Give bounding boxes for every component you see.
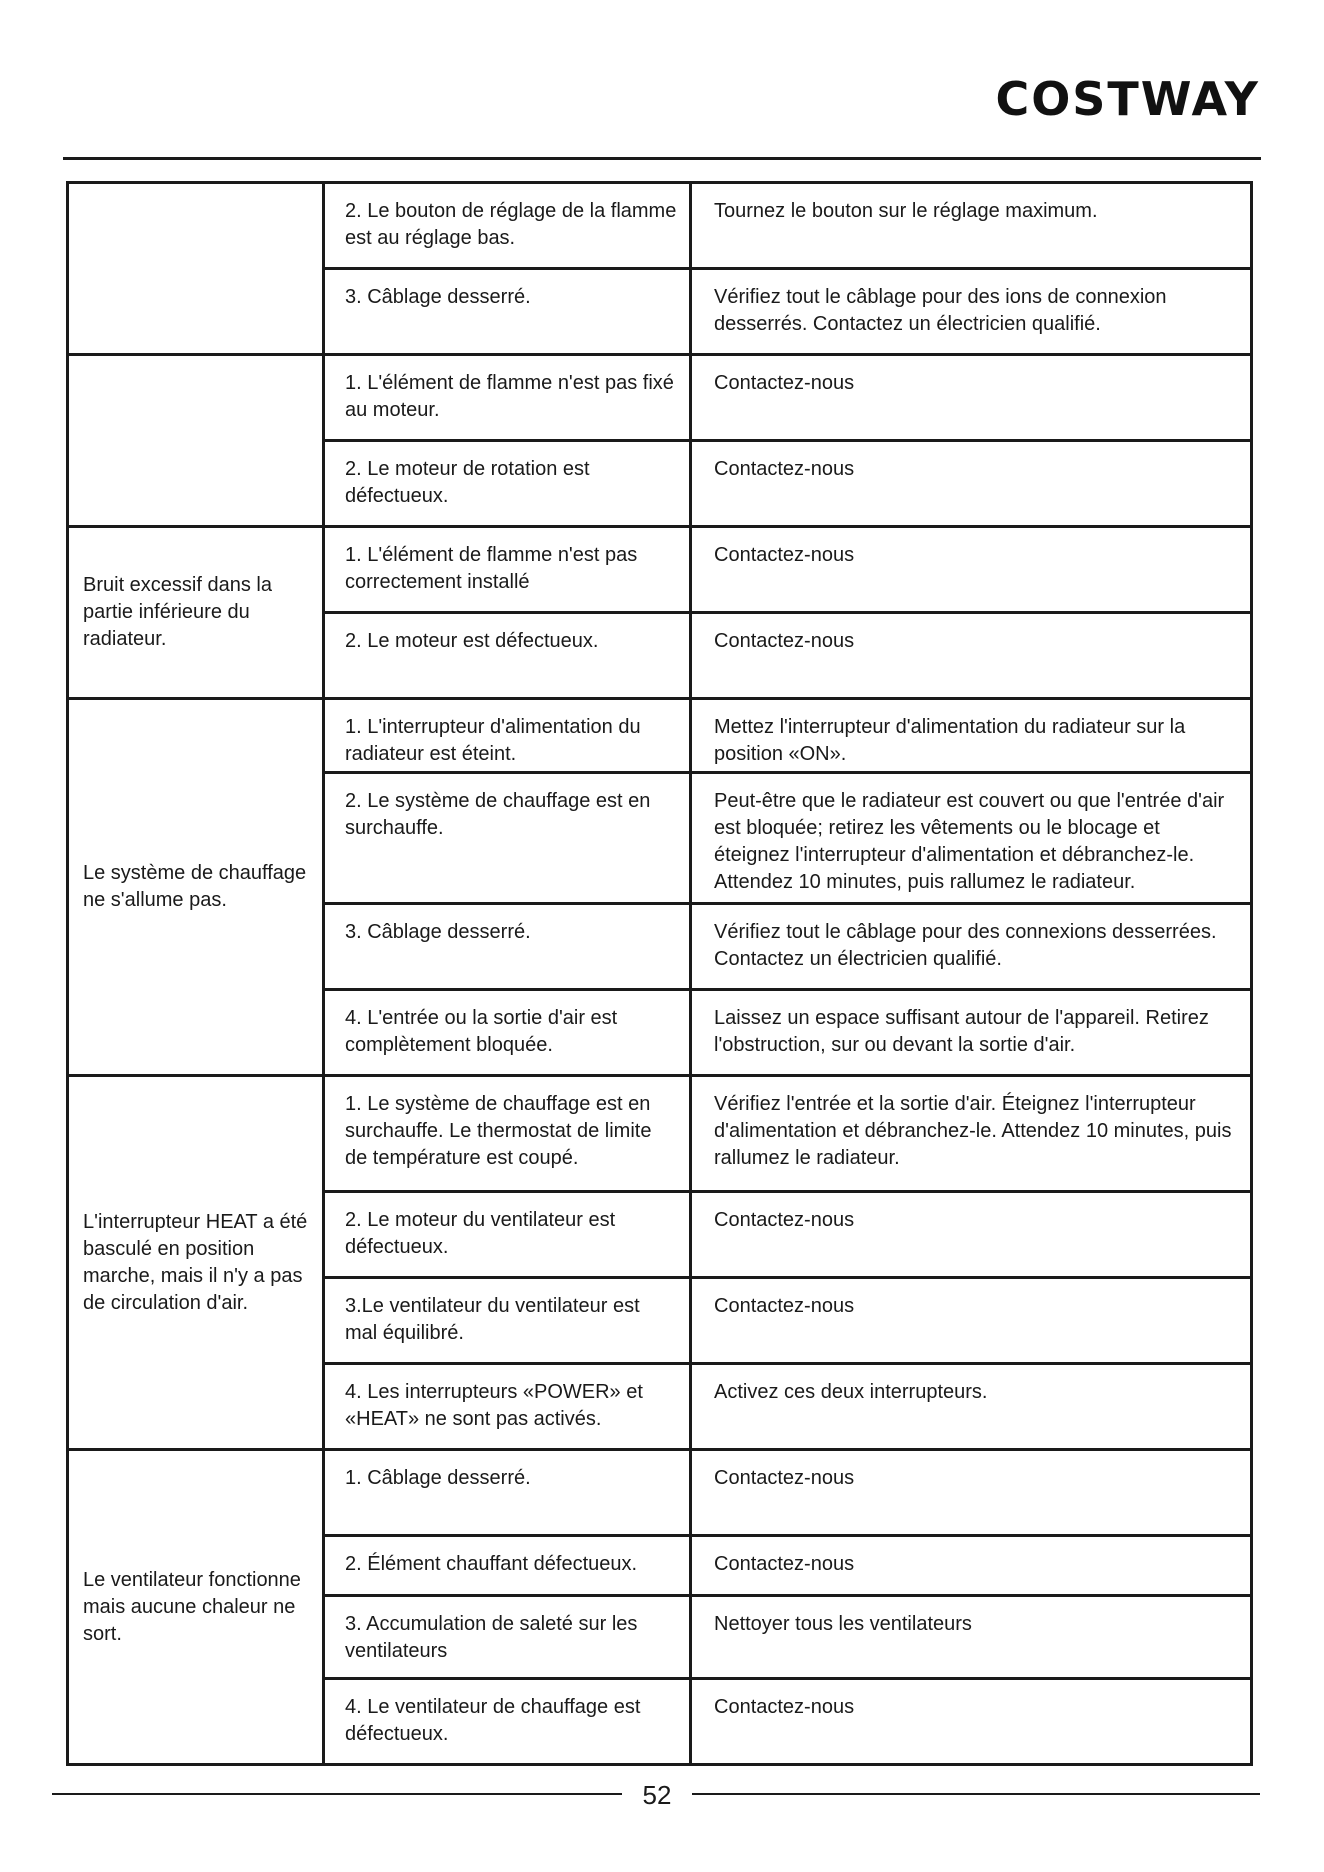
problem-cell: L'interrupteur HEAT a été basculé en position marche, mais il n'y a pas de circulation d'air. (68, 1076, 324, 1450)
solution-cell: Contactez-nous (691, 1450, 1252, 1536)
solution-cell: Tournez le bouton sur le réglage maximum. (691, 183, 1252, 269)
problem-cell: Bruit excessif dans la partie inférieure du radiateur. (68, 527, 324, 699)
problem-cell: Le système de chauffage ne s'allume pas. (68, 699, 324, 1076)
table-row (68, 355, 1252, 441)
cause-cell: 2. Élément chauffant défectueux. (324, 1536, 691, 1596)
footer-divider-left (52, 1793, 622, 1795)
cause-cell: 3. Accumulation de saleté sur les ventilateurs (324, 1596, 691, 1679)
solution-cell: Laissez un espace suffisant autour de l'appareil. Retirez l'obstruction, sur ou devant la sortie d'air. (691, 990, 1252, 1076)
solution-cell: Contactez-nous (691, 1679, 1252, 1765)
solution-cell: Contactez-nous (691, 1536, 1252, 1596)
cause-cell: 1. Le système de chauffage est en surchauffe. Le thermostat de limite de température est coupé. (324, 1076, 691, 1192)
problem-cell (68, 355, 324, 527)
header-divider (63, 157, 1261, 160)
solution-cell: Vérifiez l'entrée et la sortie d'air. Éteignez l'interrupteur d'alimentation et débranchez-le. Attendez 10 minutes, puis rallumez le radiateur. (691, 1076, 1252, 1192)
table-row (68, 1450, 1252, 1536)
solution-cell: Contactez-nous (691, 1278, 1252, 1364)
problem-cell (68, 183, 324, 355)
solution-cell: Contactez-nous (691, 613, 1252, 699)
cause-cell: 1. Câblage desserré. (324, 1450, 691, 1536)
brand-logo: COSTWAY (995, 72, 1260, 126)
cause-cell: 1. L'interrupteur d'alimentation du radiateur est éteint. (324, 699, 691, 773)
table-row (68, 183, 1252, 269)
troubleshooting-table (66, 181, 1253, 1766)
solution-cell: Peut-être que le radiateur est couvert ou que l'entrée d'air est bloquée; retirez les vêtements ou le blocage et éteignez l'interrupteur d'alimentation et débranchez-le. Attendez 10 minutes, puis rallumez le radiateur. (691, 773, 1252, 904)
solution-cell: Activez ces deux interrupteurs. (691, 1364, 1252, 1450)
cause-cell: 1. L'élément de flamme n'est pas fixé au moteur. (324, 355, 691, 441)
solution-cell: Contactez-nous (691, 527, 1252, 613)
cause-cell: 2. Le moteur de rotation est défectueux. (324, 441, 691, 527)
solution-cell: Nettoyer tous les ventilateurs (691, 1596, 1252, 1679)
solution-cell: Mettez l'interrupteur d'alimentation du radiateur sur la position «ON». (691, 699, 1252, 773)
cause-cell: 4. L'entrée ou la sortie d'air est complètement bloquée. (324, 990, 691, 1076)
solution-cell: Contactez-nous (691, 441, 1252, 527)
footer-divider-right (692, 1793, 1260, 1795)
cause-cell: 2. Le système de chauffage est en surchauffe. (324, 773, 691, 904)
table-row (68, 1076, 1252, 1192)
solution-cell: Vérifiez tout le câblage pour des connexions desserrées. Contactez un électricien qualifié. (691, 904, 1252, 990)
cause-cell: 3.Le ventilateur du ventilateur est mal équilibré. (324, 1278, 691, 1364)
cause-cell: 2. Le bouton de réglage de la flamme est au réglage bas. (324, 183, 691, 269)
solution-cell: Contactez-nous (691, 1192, 1252, 1278)
cause-cell: 2. Le moteur du ventilateur est défectueux. (324, 1192, 691, 1278)
solution-cell: Contactez-nous (691, 355, 1252, 441)
page-number: 52 (642, 1780, 672, 1810)
cause-cell: 3. Câblage desserré. (324, 269, 691, 355)
cause-cell: 4. Les interrupteurs «POWER» et «HEAT» ne sont pas activés. (324, 1364, 691, 1450)
cause-cell: 1. L'élément de flamme n'est pas correctement installé (324, 527, 691, 613)
cause-cell: 4. Le ventilateur de chauffage est défectueux. (324, 1679, 691, 1765)
problem-cell: Le ventilateur fonctionne mais aucune chaleur ne sort. (68, 1450, 324, 1765)
table-row (68, 699, 1252, 773)
table-row (68, 527, 1252, 613)
solution-cell: Vérifiez tout le câblage pour des ions de connexion desserrés. Contactez un électricien qualifié. (691, 269, 1252, 355)
cause-cell: 2. Le moteur est défectueux. (324, 613, 691, 699)
cause-cell: 3. Câblage desserré. (324, 904, 691, 990)
